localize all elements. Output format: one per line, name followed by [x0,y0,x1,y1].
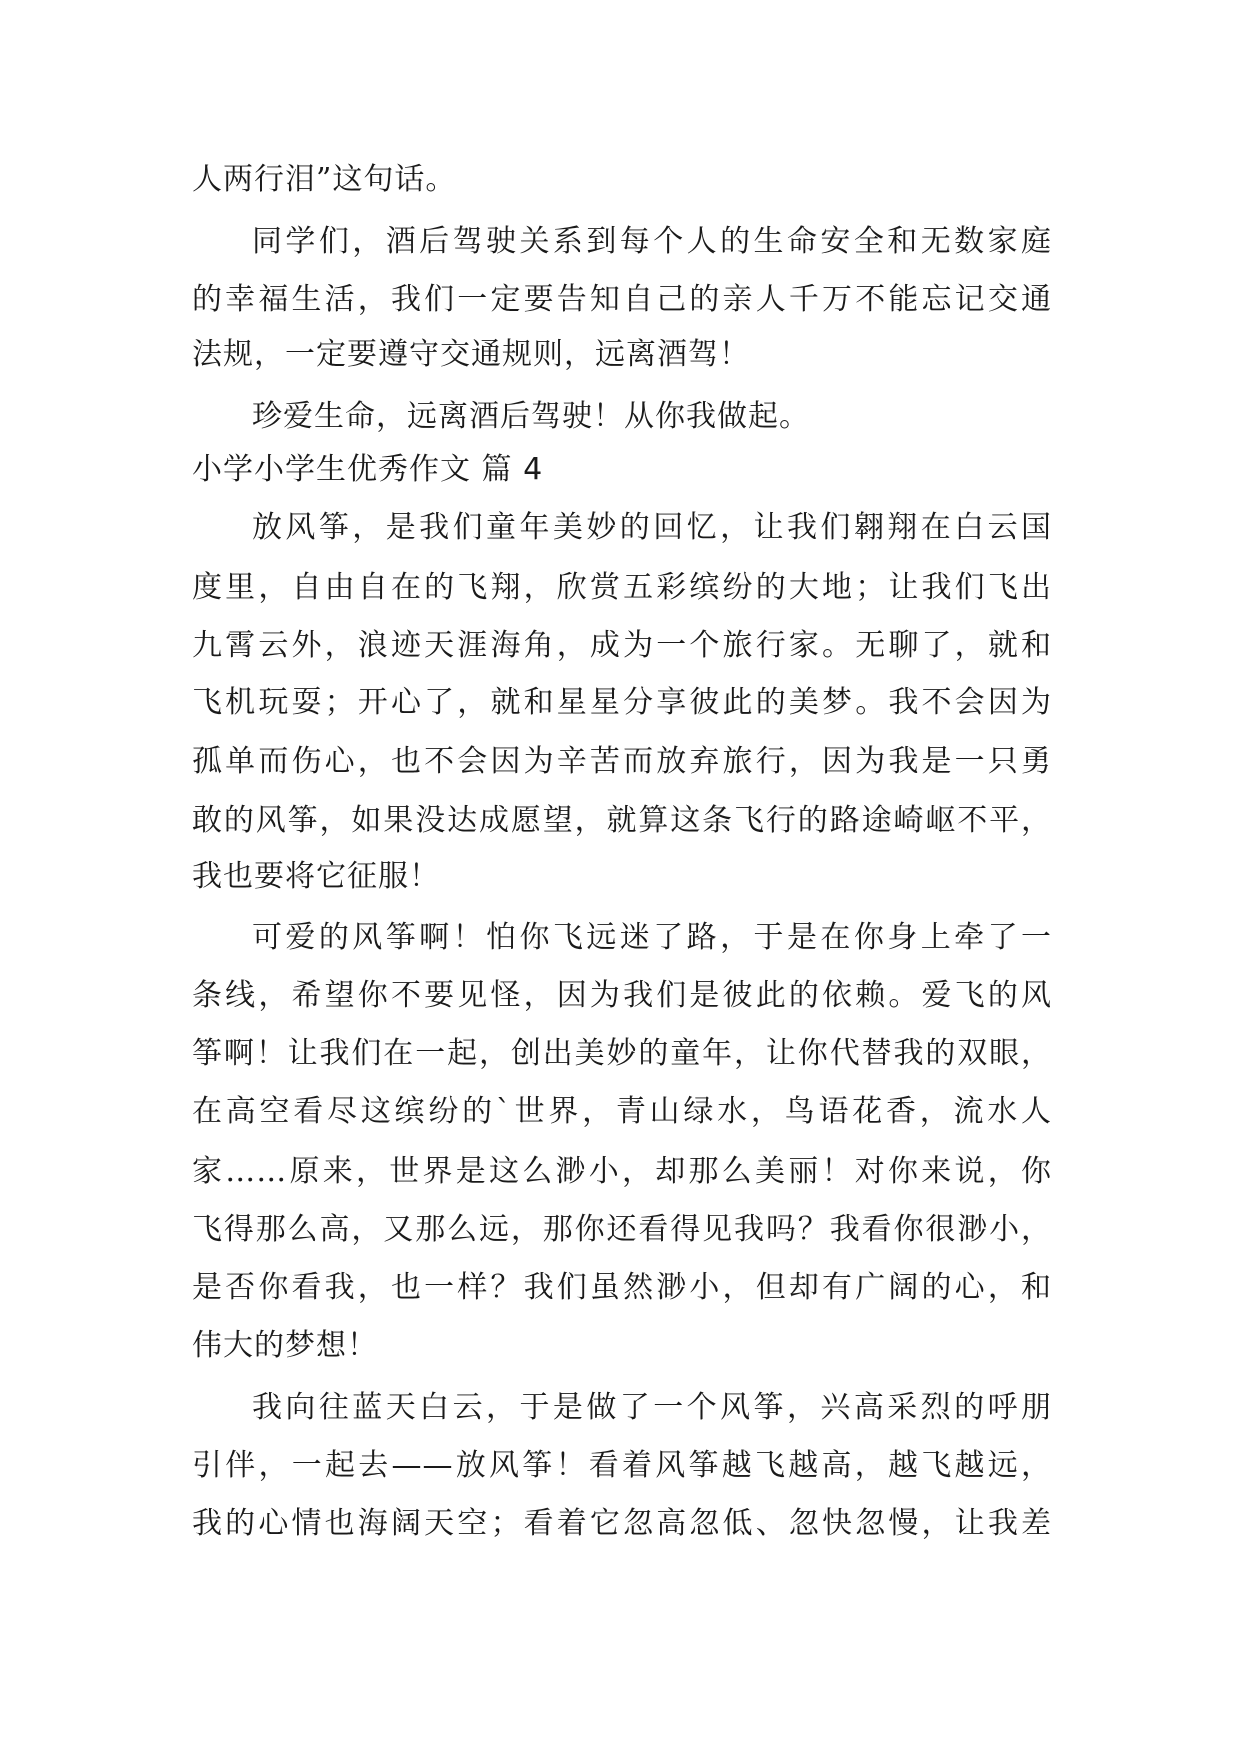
paragraph-line: 伟大的梦想！ [192,1328,378,1363]
paragraph-line: 度里，自由自在的飞翔，欣赏五彩缤纷的大地；让我们飞出 [192,570,1052,605]
paragraph-line: 法规，一定要遵守交通规则，远离酒驾！ [192,337,750,372]
paragraph-line: 是否你看我，也一样？我们虽然渺小，但却有广阔的心，和 [192,1270,1052,1305]
paragraph-line: 同学们，酒后驾驶关系到每个人的生命安全和无数家庭 [252,224,1052,259]
paragraph-line: 飞得那么高，又那么远，那你还看得见我吗？我看你很渺小， [192,1212,1052,1247]
paragraph-line: 在高空看尽这缤纷的`世界，青山绿水，鸟语花香，流水人 [192,1094,1052,1129]
paragraph-line: 我的心情也海阔天空；看着它忽高忽低、忽快忽慢，让我差 [192,1506,1052,1541]
paragraph-line: 九霄云外，浪迹天涯海角，成为一个旅行家。无聊了，就和 [192,628,1052,663]
paragraph-line: 放风筝，是我们童年美妙的回忆，让我们翱翔在白云国 [252,510,1052,545]
paragraph-line: 引伴，一起去——放风筝！看着风筝越飞越高，越飞越远， [192,1448,1052,1483]
paragraph-line: 家……原来，世界是这么渺小，却那么美丽！对你来说，你 [192,1154,1052,1189]
paragraph-line: 珍爱生命，远离酒后驾驶！从你我做起。 [252,399,810,434]
paragraph-line: 敢的风筝，如果没达成愿望，就算这条飞行的路途崎岖不平， [192,803,1052,838]
paragraph-line: 我也要将它征服！ [192,859,440,894]
paragraph-line: 可爱的风筝啊！怕你飞远迷了路，于是在你身上牵了一 [252,920,1052,955]
paragraph-line: 筝啊！让我们在一起，创出美妙的童年，让你代替我的双眼， [192,1036,1052,1071]
paragraph-line: 飞机玩耍；开心了，就和星星分享彼此的美梦。我不会因为 [192,685,1052,720]
paragraph-line: 条线，希望你不要见怪，因为我们是彼此的依赖。爱飞的风 [192,978,1052,1013]
paragraph-line: 的幸福生活，我们一定要告知自己的亲人千万不能忘记交通 [192,282,1052,317]
section-heading: 小学小学生优秀作文 篇 4 [192,452,544,487]
paragraph-line: 孤单而伤心，也不会因为辛苦而放弃旅行，因为我是一只勇 [192,744,1052,779]
paragraph-line: 我向往蓝天白云，于是做了一个风筝，兴高采烈的呼朋 [252,1390,1052,1425]
text-line: 人两行泪”这句话。 [192,162,457,197]
